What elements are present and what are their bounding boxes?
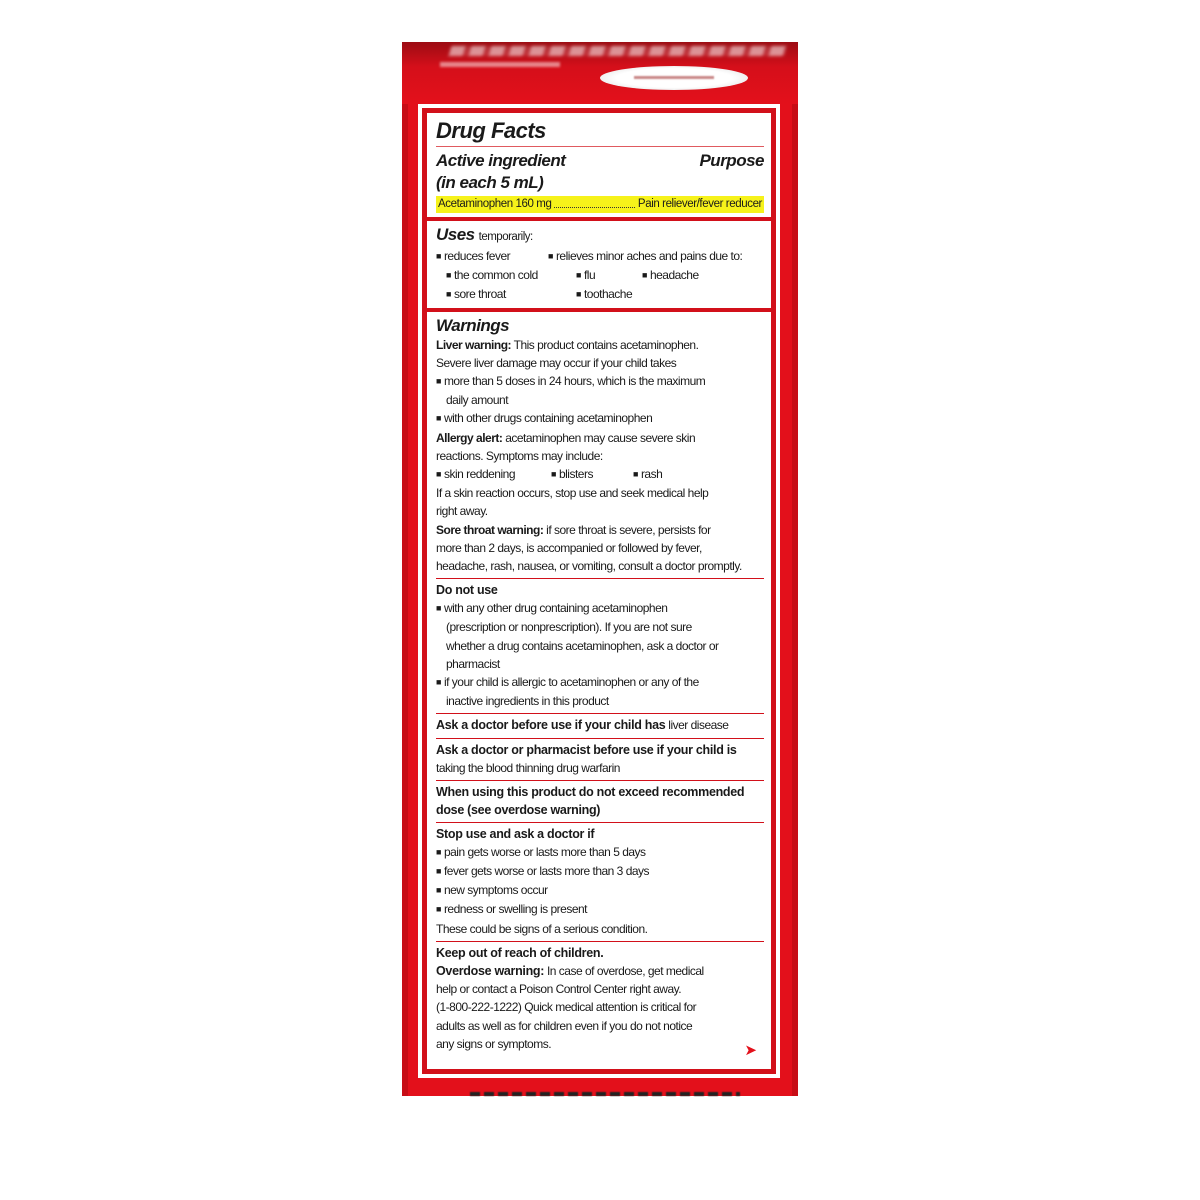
bottom-text-blurred	[470, 1092, 740, 1096]
drug-facts-title: Drug Facts	[436, 118, 546, 143]
use-item: ■ relieves minor aches and pains due to:	[548, 247, 742, 266]
drug-facts-label	[418, 104, 780, 1078]
uses-header: Uses	[436, 225, 475, 244]
ask-doctor-section: Ask a doctor before use if your child has liver disease	[436, 718, 729, 733]
when-using-section: When using this product do not exceed recommended dose (see overdose warning)	[436, 784, 745, 817]
ingredient-row	[436, 196, 764, 213]
box-top-flap	[402, 42, 798, 104]
use-sub-item: ■ flu	[576, 266, 642, 285]
brand-oval-logo	[600, 66, 748, 90]
keep-out-of-reach: Keep out of reach of children.	[436, 945, 604, 960]
warnings-header: Warnings	[436, 315, 510, 335]
ingredient-purpose: Pain reliever/fever reducer	[637, 198, 762, 210]
use-sub-item: ■ sore throat	[446, 285, 576, 304]
sore-throat-warning: Sore throat warning: if sore throat is severe, persists for more than 2 days, is accompanied or followed by fever, headache, rash, nausea, or vomiting, consult a doctor promptly.	[436, 522, 742, 574]
use-sub-item: ■ headache	[642, 266, 699, 285]
use-item: ■ reduces fever	[436, 247, 548, 266]
allergy-alert: Allergy alert: acetaminophen may cause severe skin reactions. Symptoms may include: ■ skin reddening ■ blisters ■ rash If a skin reaction occurs, stop use and seek medical help right away.	[436, 429, 764, 521]
liver-warning: Liver warning: This product contains acetaminophen. Severe liver damage may occur if your child takes ■ more than 5 doses in 24 hours, which is the maximum daily amount ■ with other drugs containing acetaminophen	[436, 336, 764, 429]
product-box-back	[402, 42, 798, 1096]
active-ingredient-panel	[427, 113, 771, 217]
do-not-use-section: Do not use ■ with any other drug containing acetaminophen (prescription or nonprescription). If you are not sure whether a drug contains acetaminophen, ask a doctor or pharmacist ■ if your child is allergic to acetaminophen or any of the inactive ingredients in this product	[436, 581, 764, 710]
warnings-panel	[427, 312, 771, 1069]
active-ingredient-header: Active ingredient	[436, 151, 566, 170]
continue-arrow-icon: ➤	[744, 1042, 757, 1059]
stop-use-section: Stop use and ask a doctor if ■ pain gets worse or lasts more than 5 days ■ fever gets worse or lasts more than 3 days ■ new symptoms occur ■ redness or swelling is present These could be signs of a serious condition.	[436, 825, 764, 938]
keep-out-overdose-section: Keep out of reach of children. Overdose warning: In case of overdose, get medical help or contact a Poison Control Center right away. (1-800-222-1222) Quick medical attention is critical for adults as well as for children even if you do not notice any signs or symptoms.	[436, 944, 764, 1053]
brand-subtitle-blurred	[440, 62, 560, 67]
use-sub-item: ■ the common cold	[446, 266, 576, 285]
uses-panel	[427, 221, 771, 308]
brand-name-blurred	[449, 46, 788, 56]
use-sub-item: ■ toothache	[576, 285, 632, 304]
uses-qualifier: temporarily:	[478, 231, 533, 243]
active-ingredient-subheader: (in each 5 mL)	[436, 173, 544, 192]
ingredient-name: Acetaminophen 160 mg	[438, 198, 552, 210]
ask-doctor-pharmacist-section: Ask a doctor or pharmacist before use if your child is taking the blood thinning drug warfarin	[436, 742, 737, 775]
purpose-header: Purpose	[699, 151, 764, 170]
